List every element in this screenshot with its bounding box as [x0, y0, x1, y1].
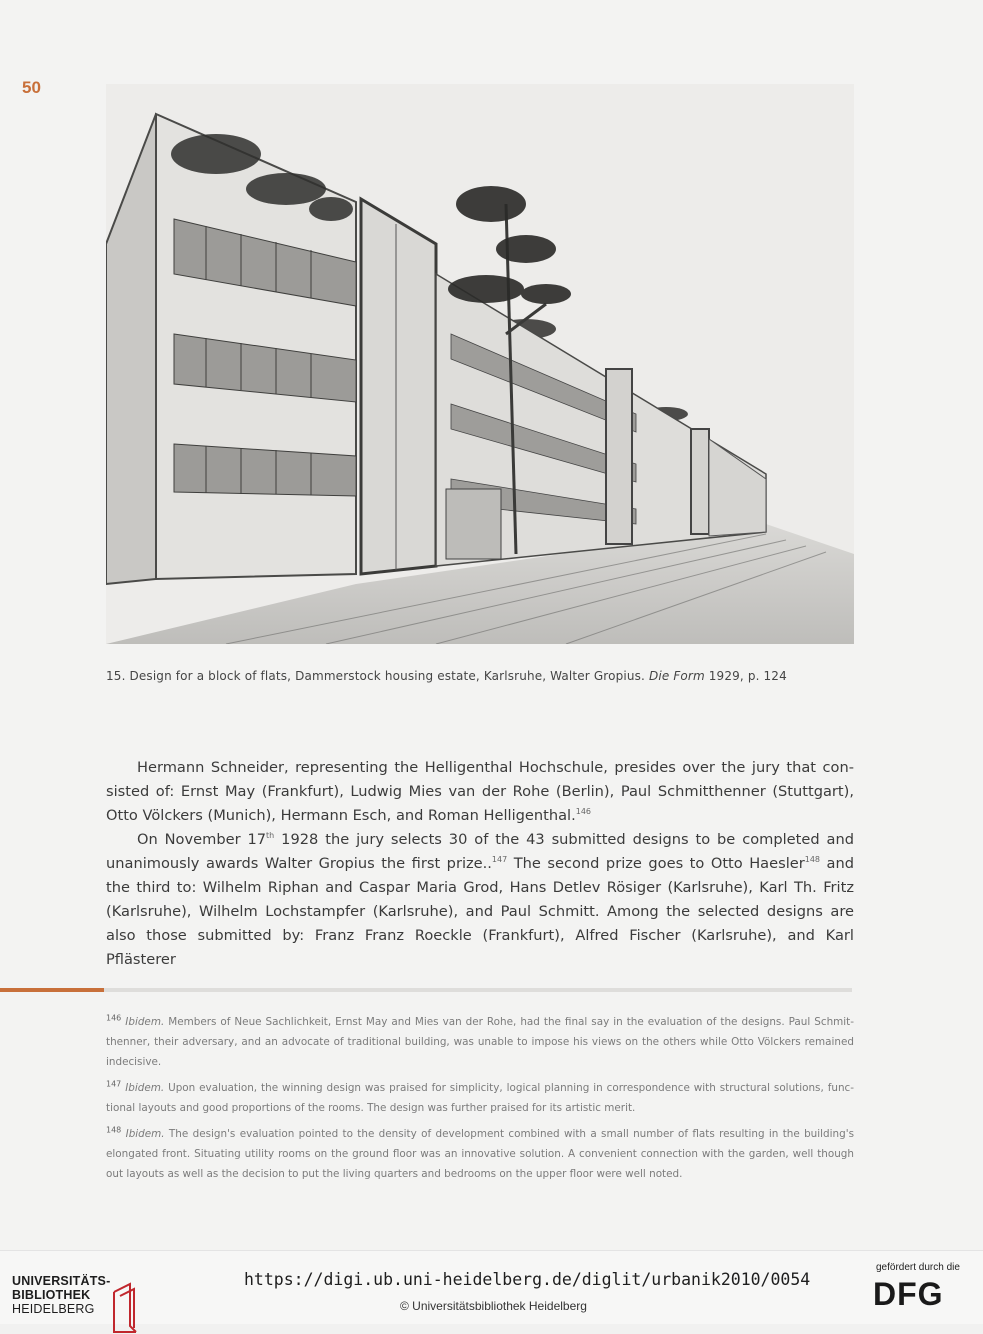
caption-text: 15. Design for a block of flats, Dammerstock housing estate, Karlsruhe, Walter Gropius.	[106, 669, 649, 683]
footnote-ref-147[interactable]: 147	[491, 855, 508, 865]
footnote-147: $^{147}$ Ibidem. Upon evaluation, the winning design was praised for simplicity, logical planning in correspondence with structural solutions, func-tional layouts and good proportions of the rooms. The design was further praised for its artistic merit.	[106, 1079, 854, 1114]
caption-source-title: Die Form	[648, 669, 705, 683]
body-text	[106, 756, 854, 972]
footnotes	[106, 1012, 854, 1190]
footnote-divider	[0, 988, 852, 992]
figure-caption	[106, 669, 866, 683]
footnote-ref-148[interactable]: 148	[804, 855, 821, 865]
ub-heidelberg-logo[interactable]: UNIVERSITÄTS- BIBLIOTHEK HEIDELBERG	[12, 1274, 110, 1316]
footnote-148: $^{148}$ Ibidem. The design's evaluation pointed to the density of development combined with a small number of flats resulting in the building's elongated front. Situating utility rooms on the ground floor was an innovative solution. A convenient connection with the garden, well though out layouts as well as the decision to put the living quarters and bedrooms on the upper floor were well noted.	[106, 1125, 854, 1180]
dfg-logo[interactable]: DFG	[873, 1276, 944, 1312]
caption-source-detail: 1929, p. 124	[704, 669, 787, 683]
figure-sketch-flats	[106, 84, 854, 644]
footnote-ref-146[interactable]: 146	[575, 807, 592, 817]
paragraph-2: On November 17th 1928 the jury selects 30 of the 43 submitted designs to be completed and unanimously awards Walter Gropius the first prize..$^{147}$ The second prize goes to Otto Haesler$^{148}$ and the third to: Wilhelm Riphan and Caspar Maria Grod, Hans Detlev Rösiger (Karlsruhe), Karl Th. Fritz (Karlsruhe), Wilhelm Lochstampfer (Karlsruhe), and Paul Schmitt. Among the selected designs are also those submitted by: Franz Franz Roeckle (Frankfurt), Alfred Fischer (Karlsruhe), and Karl Pflästerer	[106, 831, 854, 968]
architectural-sketch-image	[106, 84, 854, 644]
copyright-notice: © Universitätsbibliothek Heidelberg	[400, 1299, 587, 1313]
footnote-146: $^{146}$ Ibidem. Members of Neue Sachlichkeit, Ernst May and Mies van der Rohe, had the final say in the evaluation of the designs. Paul Schmit-thenner, their adversary, and an advocate of traditional building, was unable to impose his views on the others while Otto Völckers remained indecisive.	[106, 1013, 854, 1068]
divider-accent	[0, 988, 104, 992]
page-number: 50	[22, 78, 41, 97]
paragraph-1: Hermann Schneider, representing the Helligenthal Hochschule, presides over the jury that con-sisted of: Ernst May (Frankfurt), Ludwig Mies van der Rohe (Berlin), Paul Schmitthenner (Stuttgart), Otto Völckers (Munich), Hermann Esch, and Roman Helligenthal.$^{146}$	[106, 759, 854, 824]
permalink-url[interactable]: https://digi.ub.uni-heidelberg.de/diglit/urbanik2010/0054	[244, 1270, 811, 1289]
ub-logo-mark-icon	[112, 1282, 138, 1334]
dfg-funding-note: gefördert durch die	[876, 1262, 960, 1273]
